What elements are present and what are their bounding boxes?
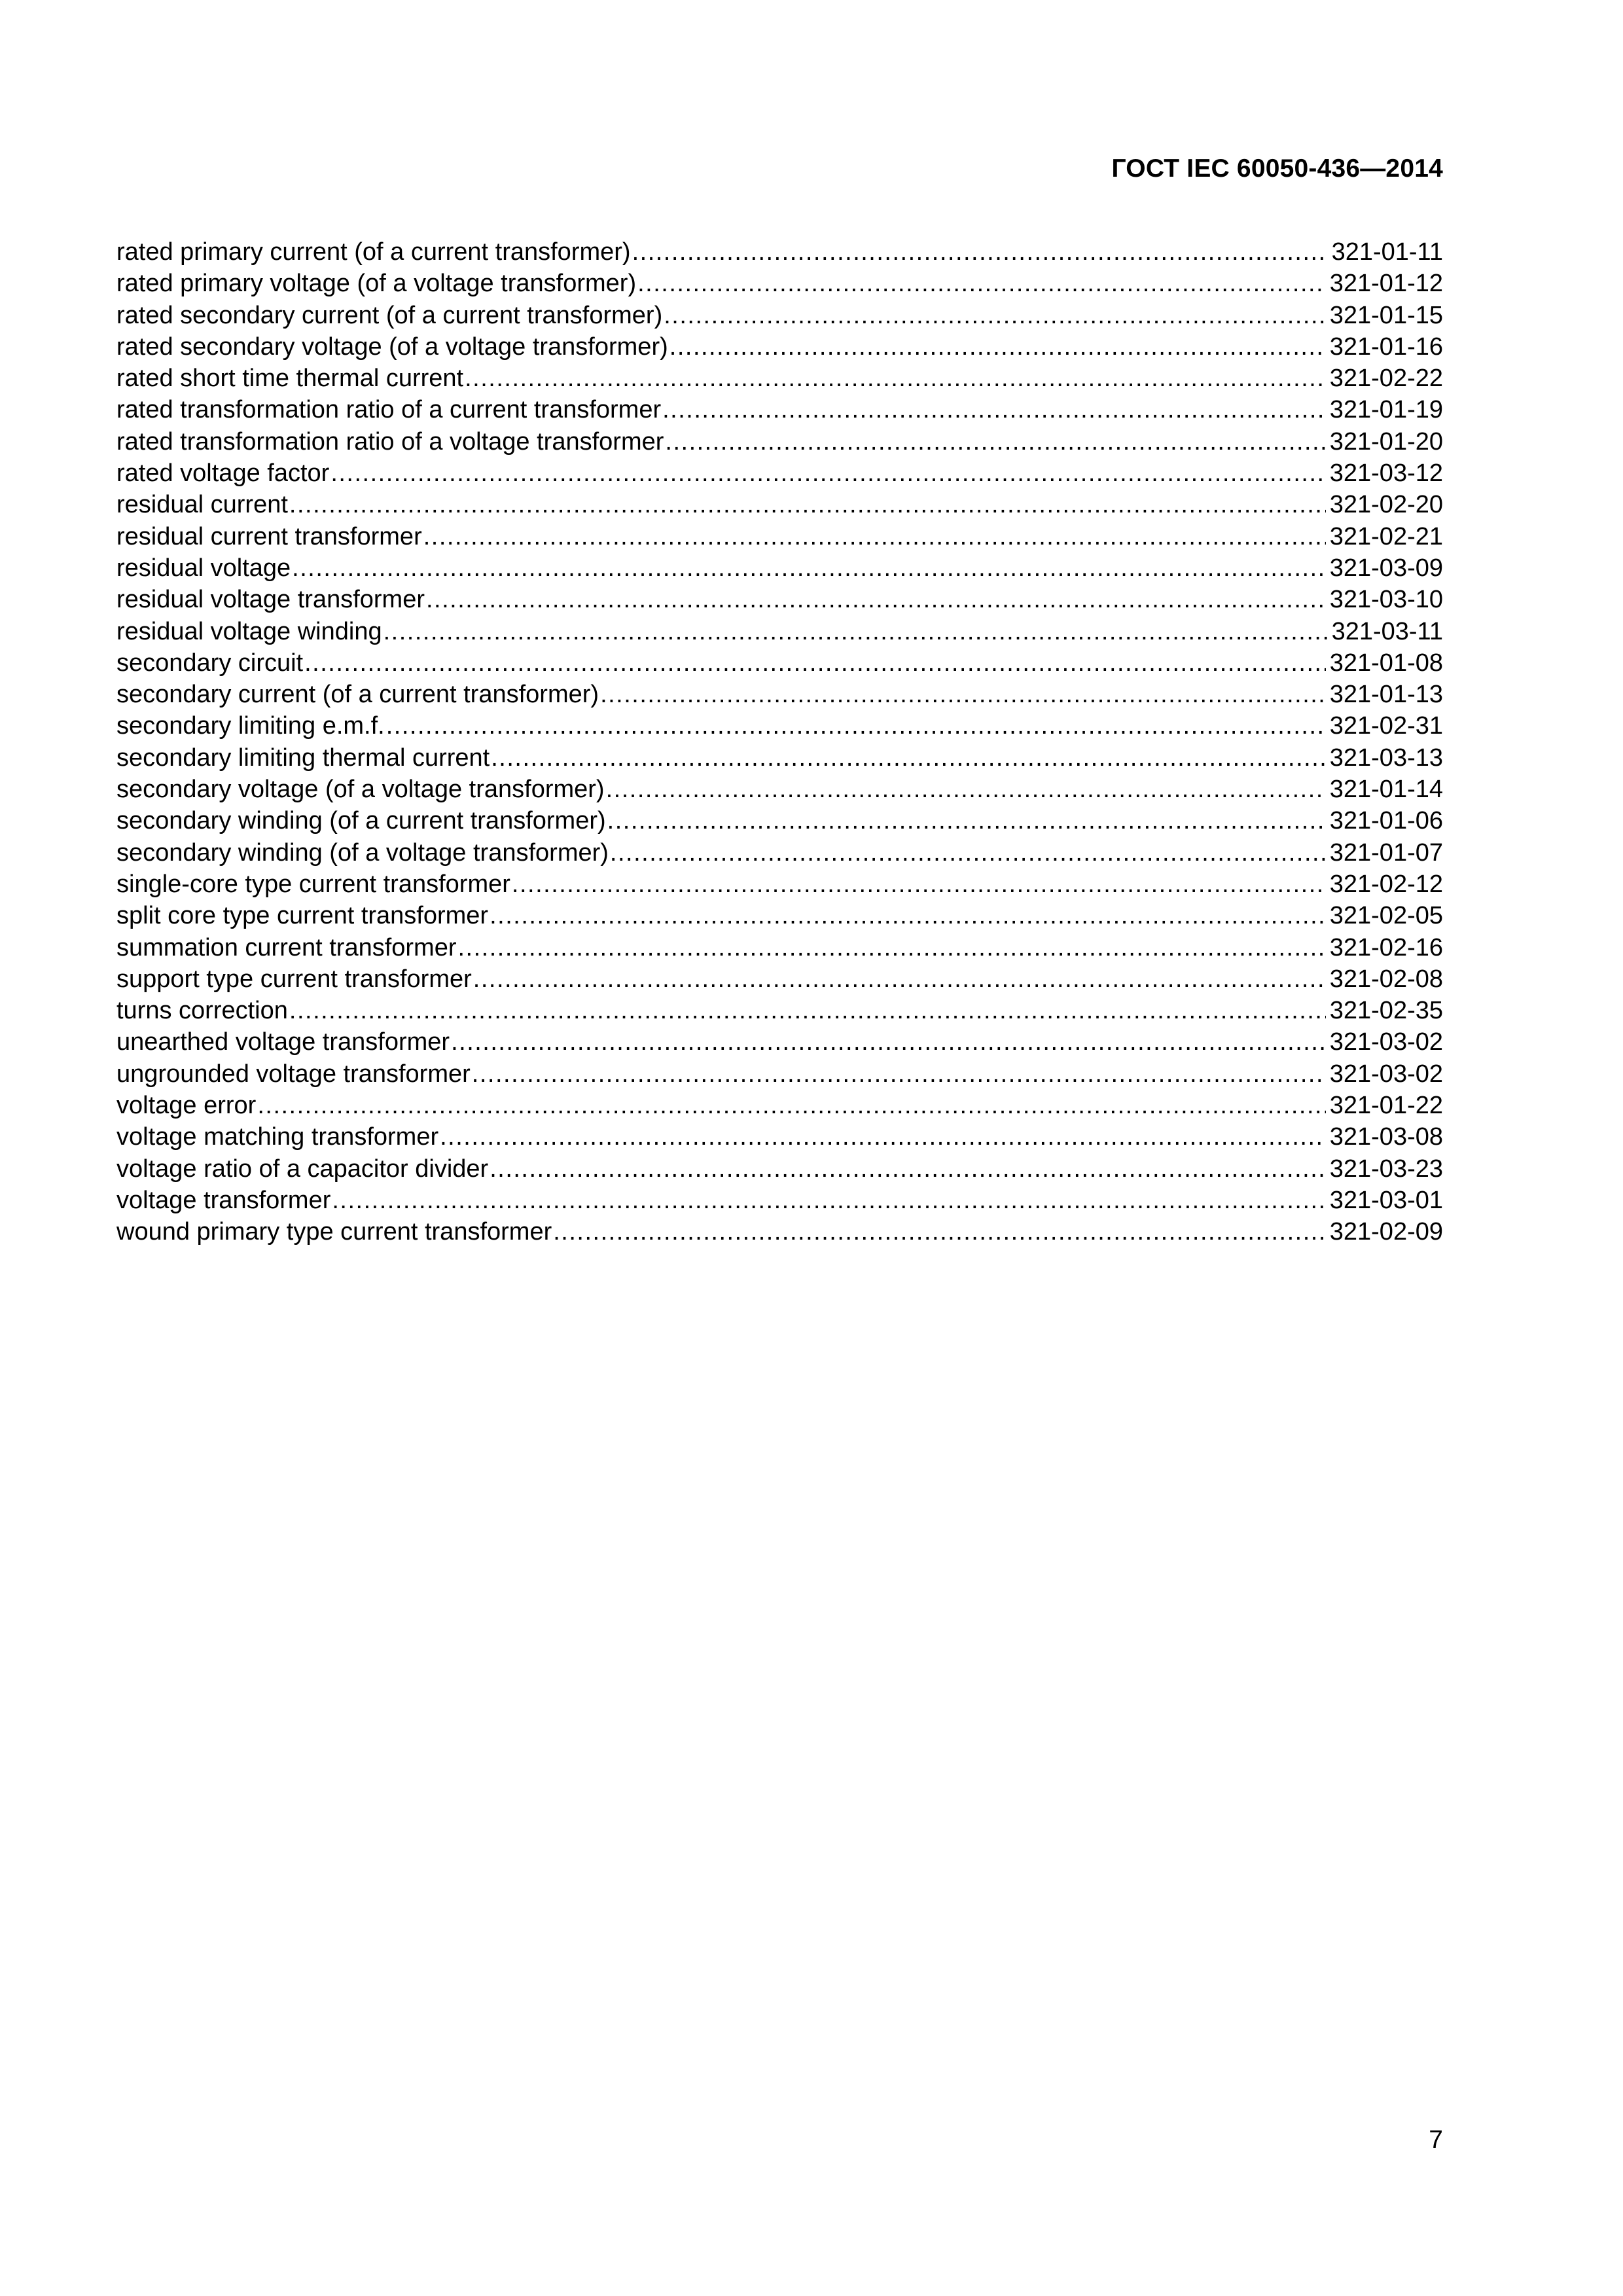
index-term: secondary limiting e.m.f. [116,712,385,740]
dot-leader [607,805,1326,836]
index-entry [116,1090,1443,1121]
index-entry [116,616,1443,647]
index-reference: 321-01-19 [1329,396,1443,424]
dot-leader [383,616,1328,647]
index-term: rated primary voltage (of a voltage transformer) [116,270,637,298]
index-term: rated short time thermal current [116,365,464,393]
index-term: summation current transformer [116,933,457,961]
dot-leader [304,647,1326,679]
index-term: voltage ratio of a capacitor divider [116,1155,489,1183]
index-reference: 321-03-09 [1329,554,1443,582]
dot-leader [553,1216,1326,1247]
index-reference: 321-03-11 [1331,617,1443,645]
index-reference: 321-03-10 [1329,586,1443,614]
index-term: residual voltage winding [116,617,382,645]
index-entry [116,774,1443,805]
index-term: voltage matching transformer [116,1123,439,1151]
index-entry [116,1153,1443,1185]
index-term: wound primary type current transformer [116,1218,552,1246]
term-index-list [116,236,1443,1248]
index-term: secondary limiting thermal current [116,744,490,772]
dot-leader [386,710,1326,742]
index-reference: 321-03-13 [1329,744,1443,772]
index-reference: 321-03-02 [1329,1028,1443,1056]
dot-leader [632,236,1328,268]
index-reference: 321-02-31 [1329,712,1443,740]
dot-leader [473,963,1326,995]
dot-leader [332,1185,1325,1216]
index-reference: 321-01-13 [1329,681,1443,709]
dot-leader [664,300,1326,331]
index-reference: 321-01-08 [1329,649,1443,677]
index-reference: 321-01-11 [1331,238,1443,266]
index-entry [116,394,1443,425]
index-entry [116,710,1443,742]
dot-leader [637,268,1326,299]
dot-leader [665,426,1325,457]
index-entry [116,521,1443,552]
index-term: secondary circuit [116,649,304,677]
index-entry [116,1058,1443,1090]
index-entry [116,900,1443,931]
index-reference: 321-03-12 [1329,459,1443,488]
index-reference: 321-02-21 [1329,522,1443,550]
dot-leader [257,1090,1325,1121]
index-reference: 321-03-08 [1329,1123,1443,1151]
index-term: residual current transformer [116,522,422,550]
dot-leader [472,1058,1326,1090]
index-reference: 321-01-07 [1329,838,1443,867]
dot-leader [423,521,1326,552]
index-entry [116,805,1443,836]
index-entry [116,995,1443,1026]
index-term: turns correction [116,997,288,1025]
index-term: residual current [116,491,288,519]
index-term: secondary winding (of a voltage transformer) [116,838,609,867]
dot-leader [490,1153,1326,1185]
index-entry [116,1121,1443,1153]
index-term: secondary current (of a current transformer) [116,681,599,709]
index-term: rated voltage factor [116,459,330,488]
index-term: ungrounded voltage transformer [116,1060,471,1088]
index-term: residual voltage transformer [116,586,425,614]
index-reference: 321-01-16 [1329,332,1443,361]
index-reference: 321-02-05 [1329,902,1443,930]
index-entry [116,932,1443,963]
index-entry [116,679,1443,710]
index-reference: 321-02-16 [1329,933,1443,961]
index-reference: 321-03-01 [1329,1186,1443,1214]
index-reference: 321-02-20 [1329,491,1443,519]
index-entry [116,1216,1443,1247]
index-entry [116,268,1443,299]
index-term: secondary voltage (of a voltage transformer) [116,776,605,804]
dot-leader [490,900,1326,931]
dot-leader [458,932,1326,963]
index-term: voltage transformer [116,1186,331,1214]
index-entry [116,236,1443,268]
index-reference: 321-01-20 [1329,427,1443,456]
index-reference: 321-02-22 [1329,365,1443,393]
index-entry [116,300,1443,331]
index-term: rated transformation ratio of a current transformer [116,396,662,424]
index-reference: 321-02-09 [1329,1218,1443,1246]
index-entry [116,457,1443,489]
index-entry [116,489,1443,520]
index-term: rated primary current (of a current transformer) [116,238,631,266]
index-reference: 321-02-08 [1329,965,1443,993]
index-entry [116,363,1443,394]
index-reference: 321-01-15 [1329,301,1443,329]
index-entry [116,869,1443,900]
index-entry [116,837,1443,869]
index-term: rated transformation ratio of a voltage transformer [116,427,664,456]
index-reference: 321-01-06 [1329,807,1443,835]
index-entry [116,426,1443,457]
dot-leader [465,363,1326,394]
page-number: 7 [1429,2126,1443,2154]
index-reference: 321-03-02 [1329,1060,1443,1088]
dot-leader [606,774,1326,805]
index-entry [116,1026,1443,1058]
index-entry [116,584,1443,615]
index-term: unearthed voltage transformer [116,1028,450,1056]
index-entry [116,1185,1443,1216]
index-term: voltage error [116,1092,257,1120]
dot-leader [451,1026,1326,1058]
dot-leader [669,331,1326,363]
index-reference: 321-02-35 [1329,997,1443,1025]
dot-leader [289,489,1326,520]
index-entry [116,552,1443,584]
index-term: residual voltage [116,554,291,582]
dot-leader [512,869,1326,900]
document-header: ГОСТ IEC 60050-436—2014 [1111,154,1443,183]
index-reference: 321-02-12 [1329,870,1443,898]
dot-leader [600,679,1326,710]
index-term: single-core type current transformer [116,870,510,898]
dot-leader [330,457,1325,489]
dot-leader [662,394,1326,425]
index-entry [116,647,1443,679]
index-entry [116,331,1443,363]
index-reference: 321-01-22 [1329,1092,1443,1120]
index-term: rated secondary voltage (of a voltage transformer) [116,332,668,361]
dot-leader [491,742,1326,774]
index-reference: 321-03-23 [1329,1155,1443,1183]
dot-leader [289,995,1326,1026]
dot-leader [292,552,1326,584]
index-entry [116,742,1443,774]
index-reference: 321-01-12 [1329,270,1443,298]
index-reference: 321-01-14 [1329,776,1443,804]
index-term: support type current transformer [116,965,472,993]
dot-leader [610,837,1326,869]
index-term: rated secondary current (of a current transformer) [116,301,663,329]
index-term: secondary winding (of a current transformer) [116,807,606,835]
dot-leader [426,584,1326,615]
index-entry [116,963,1443,995]
dot-leader [440,1121,1326,1153]
index-term: split core type current transformer [116,902,489,930]
